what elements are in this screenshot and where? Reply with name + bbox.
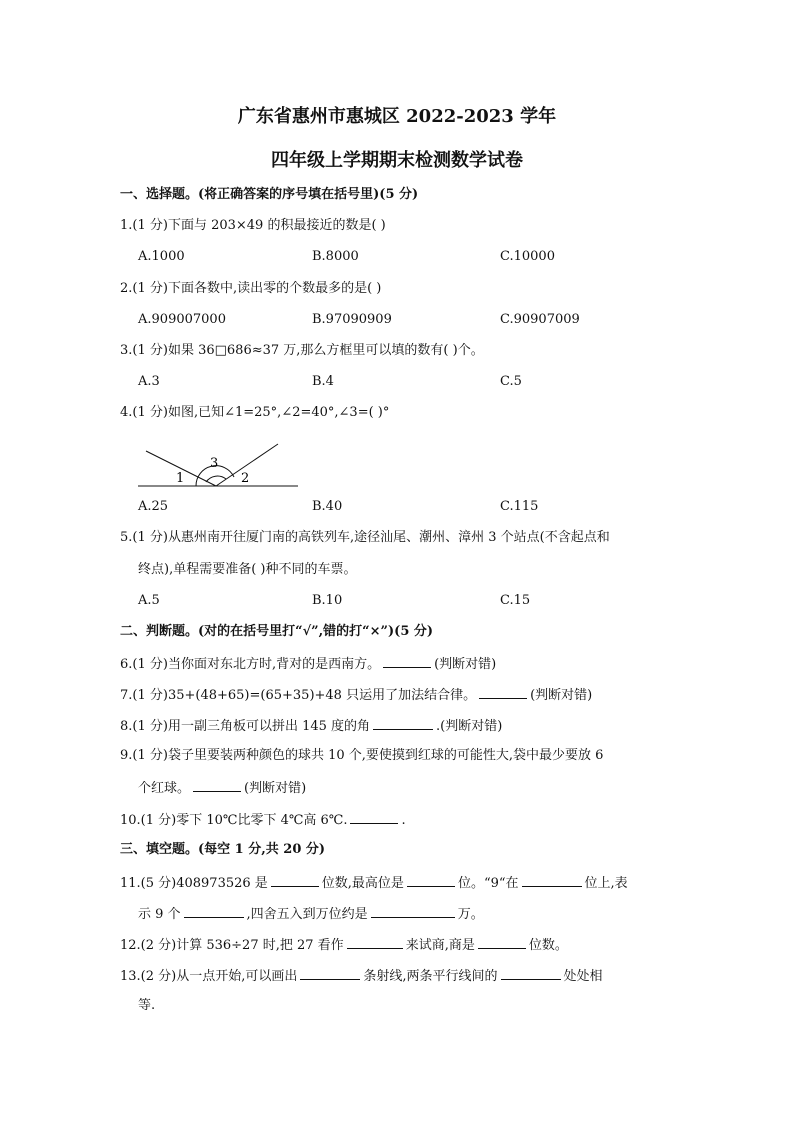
question-4: 4.(1 分)如图,已知∠1=25°,∠2=40°,∠3=( )° bbox=[120, 405, 390, 420]
q11-text-4: 位上,表 bbox=[584, 876, 628, 891]
q1-option-c: C.10000 bbox=[500, 249, 555, 264]
q10-blank[interactable] bbox=[350, 811, 398, 824]
q3-option-a: A.3 bbox=[138, 374, 160, 389]
q12-blank-2[interactable] bbox=[478, 936, 526, 949]
q9-blank[interactable] bbox=[193, 779, 241, 792]
q11-blank-3[interactable] bbox=[522, 874, 582, 887]
question-13-line1 bbox=[120, 967, 603, 985]
q11-blank-1[interactable] bbox=[271, 874, 319, 887]
q13-blank-1[interactable] bbox=[300, 967, 360, 980]
q7-blank[interactable] bbox=[479, 686, 527, 699]
q4-option-b: B.40 bbox=[312, 499, 343, 514]
q12-text-1: 12.(2 分)计算 536÷27 时,把 27 看作 bbox=[120, 938, 344, 953]
question-2: 2.(1 分)下面各数中,读出零的个数最多的是( ) bbox=[120, 281, 382, 296]
q13-text-3: 处处相 bbox=[563, 969, 603, 984]
question-9-line1: 9.(1 分)袋子里要装两种颜色的球共 10 个,要使摸到红球的可能性大,袋中最少要放 6 bbox=[120, 748, 604, 763]
section-choice-heading: 一、选择题。(将正确答案的序号填在括号里)(5 分) bbox=[120, 187, 419, 202]
q7-text: 7.(1 分)35+(48+65)=(65+35)+48 只运用了加法结合律。 bbox=[120, 688, 477, 703]
question-11-line2 bbox=[138, 905, 484, 923]
question-3: 3.(1 分)如果 36□686≈37 万,那么方框里可以填的数有( )个。 bbox=[120, 343, 484, 358]
question-12 bbox=[120, 936, 568, 954]
question-5-line2: 终点),单程需要准备( )种不同的车票。 bbox=[138, 562, 357, 577]
angle-label-3: 3 bbox=[210, 456, 219, 471]
question-5-line1: 5.(1 分)从惠州南开往厦门南的高铁列车,途径汕尾、潮州、漳州 3 个站点(不含起点和 bbox=[120, 530, 610, 545]
q3-option-b: B.4 bbox=[312, 374, 334, 389]
section-judge-heading: 二、判断题。(对的在括号里打“√”,错的打“×”)(5 分) bbox=[120, 624, 434, 639]
angle-label-1: 1 bbox=[176, 471, 185, 486]
question-8 bbox=[120, 717, 502, 735]
q6-text: 6.(1 分)当你面对东北方时,背对的是西南方。 bbox=[120, 657, 381, 672]
q6-blank[interactable] bbox=[383, 655, 431, 668]
q4-option-c: C.115 bbox=[500, 499, 539, 514]
q13-blank-2[interactable] bbox=[501, 967, 561, 980]
page-subtitle: 四年级上学期期末检测数学试卷 bbox=[271, 150, 523, 171]
q5-option-b: B.10 bbox=[312, 593, 343, 608]
q9-text: 个红球。 bbox=[138, 781, 191, 796]
q11-blank-5[interactable] bbox=[371, 905, 455, 918]
q5-option-a: A.5 bbox=[138, 593, 160, 608]
q8-blank[interactable] bbox=[373, 717, 433, 730]
q11-text-6: ,四舍五入到万位约是 bbox=[246, 907, 368, 922]
q2-option-a: A.909007000 bbox=[138, 312, 226, 327]
section-fill-heading: 三、填空题。(每空 1 分,共 20 分) bbox=[120, 842, 326, 857]
question-6 bbox=[120, 655, 496, 673]
q8-text: 8.(1 分)用一副三角板可以拼出 145 度的角 bbox=[120, 719, 371, 734]
q1-option-b: B.8000 bbox=[312, 249, 359, 264]
q11-blank-2[interactable] bbox=[407, 874, 455, 887]
q2-option-b: B.97090909 bbox=[312, 312, 392, 327]
q11-text-5: 示 9 个 bbox=[138, 907, 181, 922]
angle-label-2: 2 bbox=[241, 471, 250, 486]
question-9-line2 bbox=[138, 779, 306, 797]
q7-suffix: (判断对错) bbox=[530, 688, 593, 703]
page-title: 广东省惠州市惠城区 2022-2023 学年 bbox=[237, 106, 557, 127]
q12-text-2: 来试商,商是 bbox=[405, 938, 475, 953]
q2-option-c: C.90907009 bbox=[500, 312, 580, 327]
q4-option-a: A.25 bbox=[138, 499, 169, 514]
question-13-line2: 等. bbox=[138, 998, 156, 1013]
q5-option-c: C.15 bbox=[500, 593, 531, 608]
q9-suffix: (判断对错) bbox=[244, 781, 307, 796]
q11-text-1: 11.(5 分)408973526 是 bbox=[120, 876, 268, 891]
question-7 bbox=[120, 686, 592, 704]
q1-option-a: A.1000 bbox=[138, 249, 185, 264]
q11-text-7: 万。 bbox=[457, 907, 484, 922]
q12-text-3: 位数。 bbox=[528, 938, 568, 953]
q8-suffix: .(判断对错) bbox=[436, 719, 503, 734]
angle-figure bbox=[130, 440, 310, 492]
q11-text-2: 位数,最高位是 bbox=[321, 876, 404, 891]
question-1: 1.(1 分)下面与 203×49 的积最接近的数是( ) bbox=[120, 218, 386, 233]
question-11-line1 bbox=[120, 874, 628, 892]
q3-option-c: C.5 bbox=[500, 374, 522, 389]
question-10 bbox=[120, 811, 406, 829]
q12-blank-1[interactable] bbox=[347, 936, 403, 949]
q10-suffix: . bbox=[401, 813, 406, 828]
q11-text-3: 位。“9“在 bbox=[457, 876, 519, 891]
q13-text-1: 13.(2 分)从一点开始,可以画出 bbox=[120, 969, 298, 984]
q11-blank-4[interactable] bbox=[184, 905, 244, 918]
q13-text-2: 条射线,两条平行线间的 bbox=[363, 969, 498, 984]
q6-suffix: (判断对错) bbox=[434, 657, 497, 672]
q10-text: 10.(1 分)零下 10℃比零下 4℃高 6℃. bbox=[120, 813, 348, 828]
